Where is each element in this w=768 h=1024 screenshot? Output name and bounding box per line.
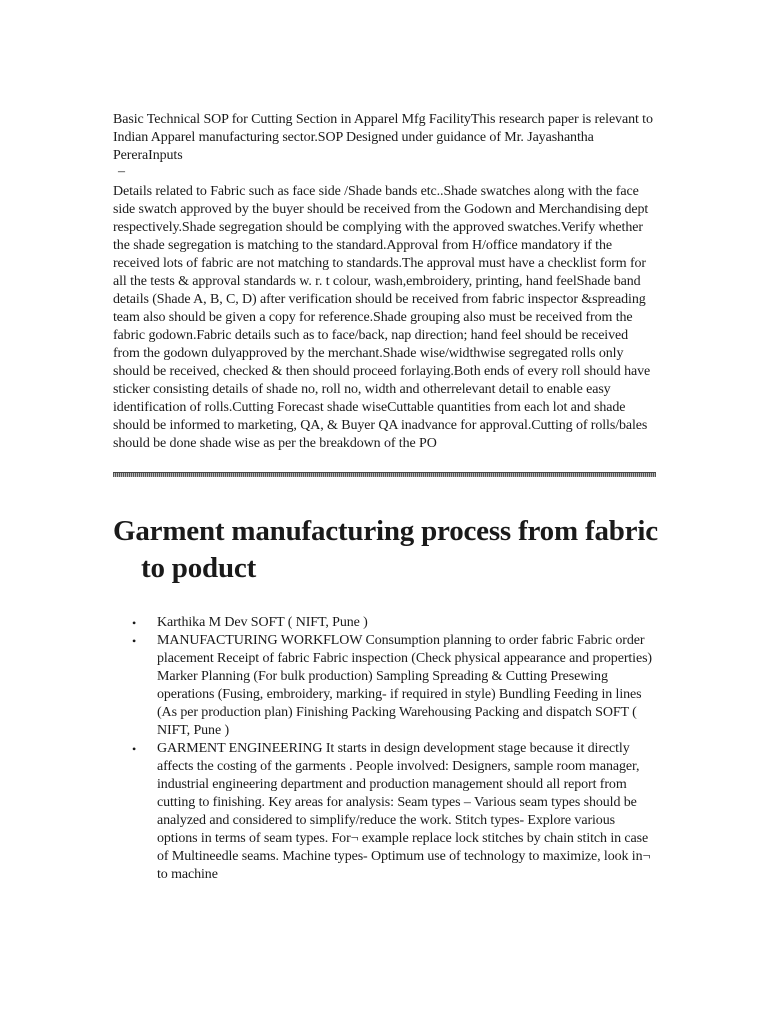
list-item-text: Karthika M Dev SOFT ( NIFT, Pune ) bbox=[157, 615, 368, 630]
bullet-icon: • bbox=[132, 616, 137, 630]
horizontal-rule bbox=[113, 472, 656, 477]
list-item-text: MANUFACTURING WORKFLOW Consumption planning to order fabric Fabric order placement Receipt of fabric Fabric inspection (Check physical appearance and properties) Marker Planning (For bulk production) Sampling Spreading & Cutting Presewing operations (Fusing, embroidery, marking- if required in style) Bundling Feeding in lines (As per production plan) Finishing Packing Warehousing Packing and dispatch SOFT ( NIFT, Pune ) bbox=[157, 633, 652, 738]
list-item bbox=[113, 614, 658, 632]
intro-paragraph: Basic Technical SOP for Cutting Section in Apparel Mfg FacilityThis research paper is relevant to Indian Apparel manufacturing sector.SOP Designed under guidance of Mr. Jayashantha PereraInputs bbox=[113, 112, 653, 163]
section-heading: Garment manufacturing process from fabric to poduct bbox=[113, 515, 658, 584]
document-page bbox=[113, 111, 658, 884]
bullet-icon: • bbox=[132, 634, 137, 648]
bullet-icon: • bbox=[132, 742, 137, 756]
list-item bbox=[113, 632, 658, 740]
dash-separator: – bbox=[118, 164, 125, 179]
details-paragraph: Details related to Fabric such as face side /Shade bands etc..Shade swatches along with the face side swatch approved by the buyer should be received from the Godown and Merchandising dept respectively.Shade segregation should be complying with the approved swatches.Verify whether the shade segregation is matching to the standard.Approval from H/office mandatory if the received lots of fabric are not matching to standards.The approval must have a checklist form for all the tests & approval standards w. r. t colour, wash,embroidery, printing, hand feelShade band details (Shade A, B, C, D) after verification should be received from fabric inspector &spreading team also should be given a copy for reference.Shade grouping also must be received from the fabric godown.Fabric details such as to face/back, nap direction; hand feel should be received from the godown dulyapproved by the merchant.Shade wise/widthwise segregated rolls only should be received, checked & then should proceed forlaying.Both ends of every roll should have sticker consisting details of shade no, roll no, width and otherrelevant detail to enable easy identification of rolls.Cutting Forecast shade wiseCuttable quantities from each lot and shade should be informed to marketing, QA, & Buyer QA inadvance for approval.Cutting of rolls/bales should be done shade wise as per the breakdown of the PO bbox=[113, 184, 651, 451]
bullet-list bbox=[113, 614, 658, 884]
list-item bbox=[113, 740, 658, 884]
list-item-text: GARMENT ENGINEERING It starts in design development stage because it directly affects the costing of the garments . People involved: Designers, sample room manager, industrial engineering department and production management should all report from cutting to finishing. Key areas for analysis: Seam types – Various seam types should be analyzed and considered to simplify/reduce the work. Stitch types- Explore various options in terms of seam types. For¬ example replace lock stitches by chain stitch in case of Multineedle seams. Machine types- Optimum use of technology to maximize, look in¬ to machine bbox=[157, 741, 651, 882]
